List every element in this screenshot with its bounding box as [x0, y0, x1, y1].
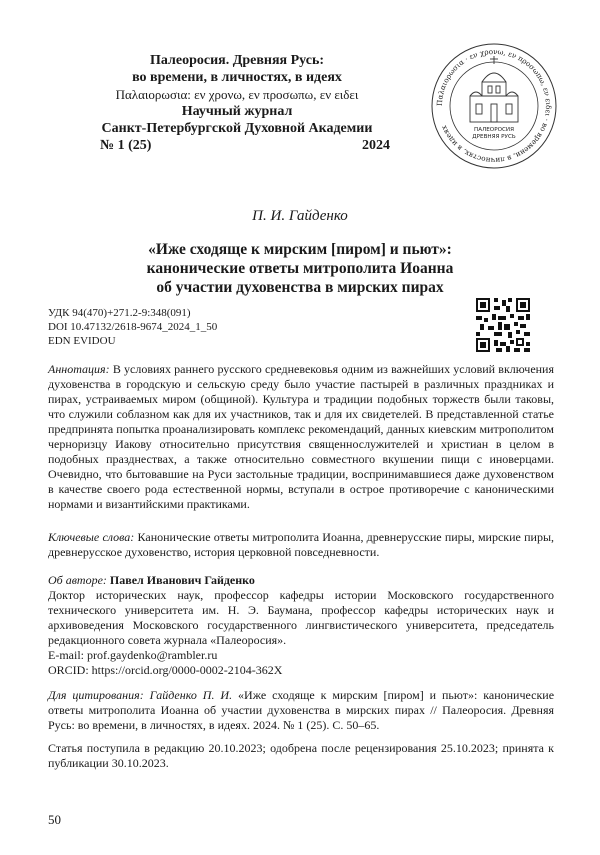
doi-code: DOI 10.47132/2618-9674_2024_1_50: [48, 321, 218, 333]
about-author: [48, 573, 554, 678]
article-title-line3: об участии духовенства в мирских пирах: [156, 279, 444, 296]
emblem-ring-text: Παλαιορωσια · εν χρονω, εν προσωπω, εν ειδει · во времени, в личностях, в идеях: [434, 46, 554, 166]
udk-code: УДК 94(470)+271.2-9:348(091): [48, 307, 191, 319]
journal-header: [72, 52, 402, 154]
received-dates: Статья поступила в редакцию 20.10.2023; одобрена после рецензирования 25.10.2023; принята к публикации 30.10.2023.: [48, 741, 554, 770]
abstract: [48, 362, 554, 512]
journal-subtitle-line1: Научный журнал: [181, 104, 293, 119]
citation-author: Гайденко П. И.: [149, 688, 233, 702]
emblem-name-line1: ПАЛЕОРОСИЯ: [474, 127, 514, 133]
issue-line: [72, 137, 402, 154]
about-author-name: Павел Иванович Гайденко: [109, 573, 255, 587]
issue-number: № 1 (25): [100, 138, 152, 153]
article-title-line2: канонические ответы митрополита Иоанна: [146, 260, 454, 277]
keywords: [48, 530, 554, 560]
abstract-label: Аннотация:: [48, 362, 110, 376]
keywords-label: Ключевые слова:: [48, 530, 135, 544]
abstract-text: В условиях раннего русского средневековья одним из важнейших условий включения духовенства в городскую и сельскую среду было участие пастырей в различных праздниках и пирах, устраиваемых миром (общиной). Культура и традиции подобных торжеств были таковы, что служили соблазном как для их участников, так и для их свидетелей. В представленной статье предпринята попытка проанализировать комплекс рекомендаций, данных киевским митрополитом черноризцу Иакову относительно присутствия священнослужителей и христиан в целом в подобных празднествах, а также относительно совместного вкушении пищи с иноверцами. Очевидно, что бытовавшие на Руси застольные традиции, воспринимавшиеся даже духовенством в качестве своего рода естественной нормы, вступали в острое противоречие с каноническими нормами и византийскими практиками.: [48, 362, 555, 511]
issue-year: 2024: [362, 138, 390, 153]
church-drawing: [470, 56, 518, 122]
journal-emblem-logo: [430, 42, 558, 170]
emblem-name-line2: ДРЕВНЯЯ РУСЬ: [472, 134, 516, 140]
journal-greek-motto: Παλαιορωσια: εν χρονω, εν προσωπω, εν ειδει: [115, 87, 359, 102]
article-author: П. И. Гайденко: [252, 208, 348, 224]
article-identifiers: [48, 306, 217, 348]
citation: [48, 688, 554, 733]
citation-text: «Иже сходяще к мирским [пиром] и пьют»: канонические ответы митрополита Иоанна об участии духовенства в мирских пирах // Палеоросия. Древняя Русь: во времени, в личностях, в идеях. 2024. № 1 (25). С. 50–65.: [48, 688, 555, 732]
citation-label: Для цитирования:: [48, 688, 144, 702]
svg-text:Παλαιορωσια · εν χρονω, εν προ: [435, 47, 553, 165]
qr-code: [476, 298, 530, 352]
about-label: Об авторе:: [48, 573, 107, 587]
edn-code: EDN EVIDOU: [48, 335, 116, 347]
journal-subtitle-line2: Санкт-Петербургской Духовной Академии: [101, 121, 373, 136]
about-author-text: Доктор исторических наук, профессор кафедры истории Московского государственного технического университета им. Н. Э. Баумана, профессор кафедры исторических наук и архивоведения Московского государственного лингвистического университета, председатель редакционного совета журнала «Палеоросия».: [48, 588, 554, 647]
article-title: [80, 240, 520, 297]
journal-title-line2: во времени, в личностях, в идеях: [132, 70, 342, 85]
author-orcid: ORCID: https://orcid.org/0000-0002-2104-362X: [48, 663, 283, 677]
page-number: 50: [48, 812, 61, 827]
author-email: E-mail: prof.gaydenko@rambler.ru: [48, 648, 218, 662]
keywords-text: Канонические ответы митрополита Иоанна, древнерусские пиры, мирские пиры, древнерусское духовенство, история церковной повседневности.: [48, 530, 555, 559]
journal-title-line1: Палеоросия. Древняя Русь:: [149, 53, 325, 68]
article-title-line1: «Иже сходяще к мирским [пиром] и пьют»:: [148, 241, 452, 258]
